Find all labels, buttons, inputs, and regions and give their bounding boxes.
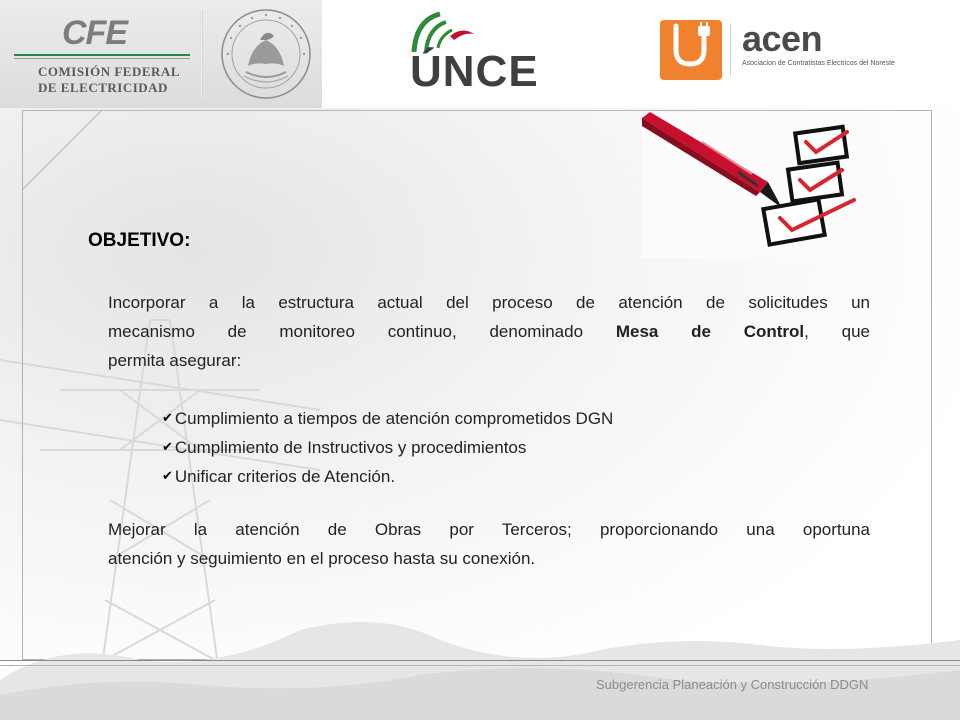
cfe-logo-text: CFE xyxy=(62,14,127,52)
cfe-logo-gray-rule xyxy=(14,58,190,59)
objective-bullet-list xyxy=(162,404,613,491)
checkmark-icon: ✔ xyxy=(162,411,173,426)
cfe-logo xyxy=(14,12,194,102)
paragraph-line xyxy=(108,317,870,346)
acen-plug-icon xyxy=(660,20,722,80)
acen-logo xyxy=(660,20,940,84)
cfe-name-line1: COMISIÓN FEDERAL xyxy=(38,64,180,79)
mexican-seal-icon xyxy=(218,6,314,102)
acen-logo-text: acen xyxy=(742,18,823,59)
list-item xyxy=(162,404,613,433)
header-bar xyxy=(0,0,960,108)
objective-paragraph xyxy=(108,288,870,375)
checkbox-icon xyxy=(788,163,842,202)
acen-separator xyxy=(730,24,731,76)
frame-corner-accent xyxy=(22,110,102,190)
header-divider xyxy=(200,10,203,98)
cfe-name-line2: DE ELECTRICIDAD xyxy=(38,80,168,95)
paragraph-text: mecanismo de monitoreo continuo, denominado xyxy=(108,322,616,341)
footer-rule xyxy=(0,665,960,666)
acen-subtitle: Asociacion de Contratistas Electricos del Noreste xyxy=(742,60,895,67)
bullet-text: Cumplimiento a tiempos de atención comprometidos DGN xyxy=(174,409,614,428)
paragraph-line: permita asegurar: xyxy=(108,351,242,370)
paragraph-line: Mejorar la atención de Obras por Terceros; proporcionando una oportuna xyxy=(108,520,870,539)
bullet-text: Unificar criterios de Atención. xyxy=(174,467,396,486)
footer-rule xyxy=(0,660,960,661)
footer-text: Subgerencia Planeación y Construcción DDGN xyxy=(596,677,869,692)
cfe-logo-green-rule xyxy=(14,54,190,56)
pen-checklist-image xyxy=(642,112,880,258)
checkmark-icon: ✔ xyxy=(162,440,173,455)
paragraph-text: , que xyxy=(804,322,871,341)
unce-logo-text: ÚNCE xyxy=(410,47,539,96)
checkmark-icon: ✔ xyxy=(162,469,173,484)
paragraph-line: atención y seguimiento en el proceso hasta su conexión. xyxy=(108,549,536,568)
unce-logo xyxy=(404,8,574,96)
list-item xyxy=(162,462,613,491)
checkbox-icon xyxy=(795,127,847,163)
paragraph-line: Incorporar a la estructura actual del proceso de atención de solicitudes un xyxy=(108,293,870,312)
improvement-paragraph xyxy=(108,515,870,573)
bullet-text: Cumplimiento de Instructivos y procedimientos xyxy=(174,438,527,457)
cfe-logo-block xyxy=(0,0,322,108)
mesa-de-control-emphasis: Mesa de Control xyxy=(615,322,805,341)
list-item xyxy=(162,433,613,462)
page-title: OBJETIVO: xyxy=(88,230,191,251)
